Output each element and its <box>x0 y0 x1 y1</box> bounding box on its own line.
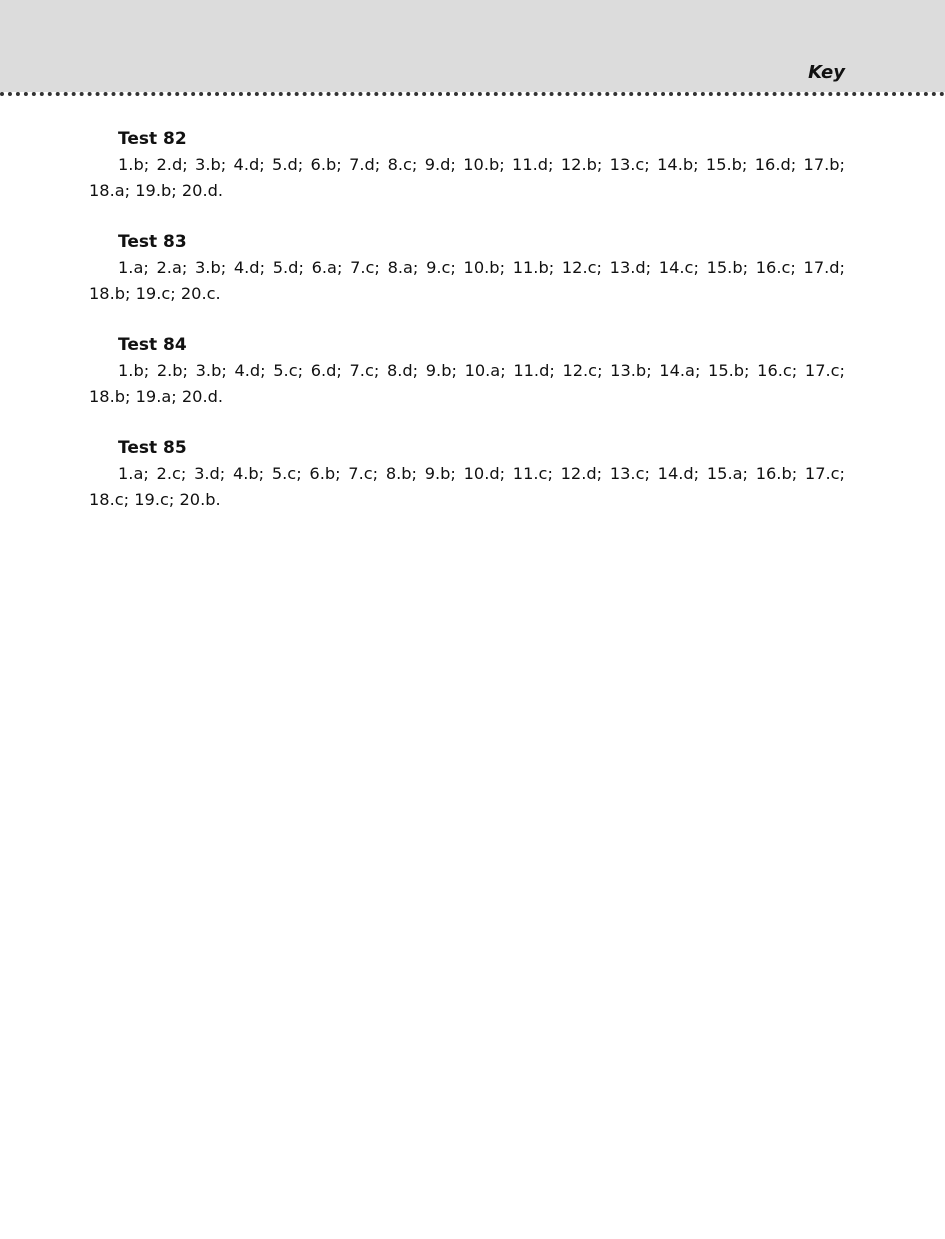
page-title: Key <box>808 62 845 83</box>
answer-key-content <box>89 127 845 539</box>
test-section-85 <box>89 436 845 513</box>
test-answers: 1.b; 2.b; 3.b; 4.d; 5.c; 6.d; 7.c; 8.d; 9.b; 10.a; 11.d; 12.c; 13.b; 14.a; 15.b; 16.c; 17.c; 18.b; 19.a; 20.d. <box>89 361 845 406</box>
page-header-band <box>0 0 945 92</box>
test-heading: Test 82 <box>118 129 187 149</box>
test-section-84 <box>89 333 845 410</box>
test-answers: 1.a; 2.c; 3.d; 4.b; 5.c; 6.b; 7.c; 8.b; 9.b; 10.d; 11.c; 12.d; 13.c; 14.d; 15.a; 16.b; 17.c; 18.c; 19.c; 20.b. <box>89 464 845 509</box>
header-divider <box>0 92 945 96</box>
test-heading: Test 83 <box>118 232 187 252</box>
test-heading: Test 85 <box>118 438 187 458</box>
test-heading: Test 84 <box>118 335 187 355</box>
test-answers: 1.a; 2.a; 3.b; 4.d; 5.d; 6.a; 7.c; 8.a; 9.c; 10.b; 11.b; 12.c; 13.d; 14.c; 15.b; 16.c; 17.d; 18.b; 19.c; 20.c. <box>89 258 845 303</box>
test-section-83 <box>89 230 845 307</box>
test-answers: 1.b; 2.d; 3.b; 4.d; 5.d; 6.b; 7.d; 8.c; 9.d; 10.b; 11.d; 12.b; 13.c; 14.b; 15.b; 16.d; 17.b; 18.a; 19.b; 20.d. <box>89 155 845 200</box>
test-section-82 <box>89 127 845 204</box>
